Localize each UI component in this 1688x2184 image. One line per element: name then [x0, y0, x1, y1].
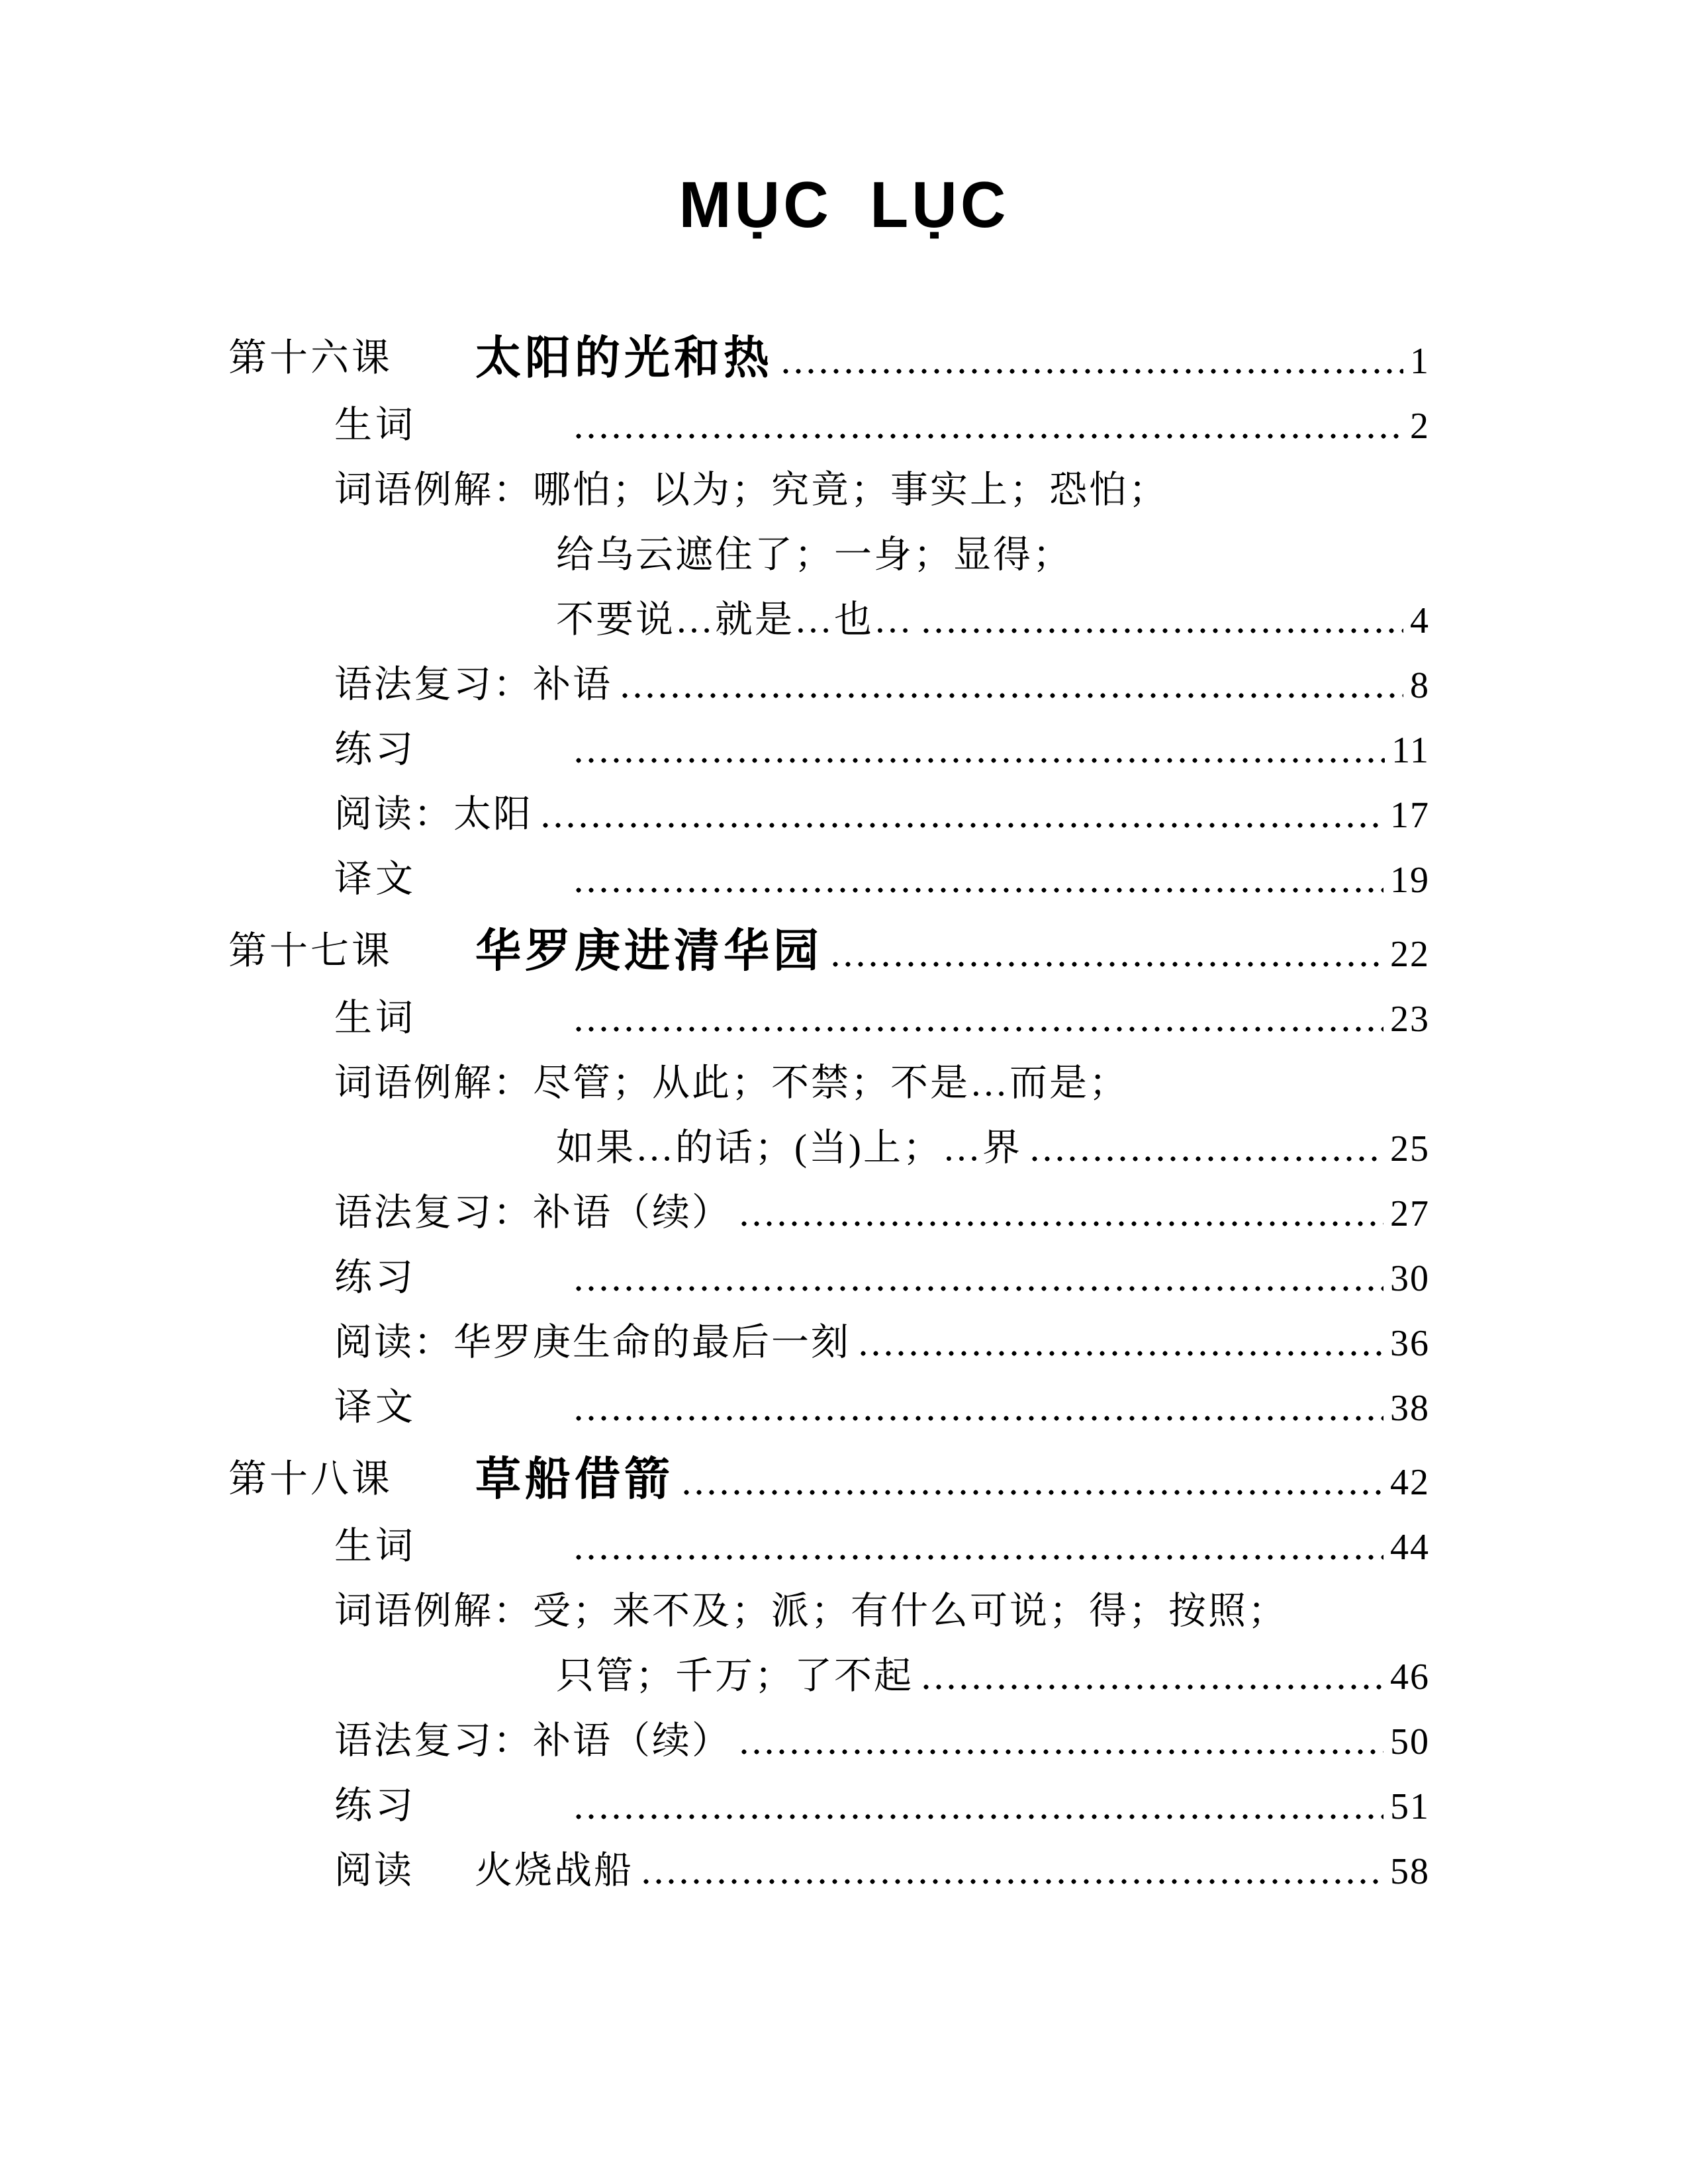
toc-row-grammar-review — [228, 1717, 1430, 1766]
toc-row-continuation — [228, 531, 1430, 580]
entry-text: 补语（续） — [533, 1192, 731, 1234]
page-number: 36 — [1390, 1323, 1430, 1364]
page-number: 4 — [1410, 600, 1430, 641]
toc-row-exercises — [228, 725, 1430, 774]
toc-row-grammar-review — [228, 1189, 1430, 1238]
dot-leader — [741, 1749, 1383, 1754]
page-number: 51 — [1390, 1786, 1430, 1827]
page-number: 46 — [1390, 1657, 1430, 1698]
entry-label: 练习 — [334, 1257, 416, 1298]
page-number: 22 — [1390, 934, 1430, 975]
entry-label: 词语例解： — [334, 469, 533, 511]
entry-text: 补语 — [533, 664, 612, 705]
toc-row-reading — [228, 1846, 1430, 1895]
page-number: 1 — [1410, 341, 1430, 382]
page-number: 38 — [1390, 1388, 1430, 1429]
entry-label: 词语例解： — [334, 1062, 533, 1104]
toc-row-lesson-16 — [228, 331, 1430, 385]
lesson-title: 华罗庚进清华园 — [475, 926, 823, 976]
entry-text: 太阳 — [453, 794, 533, 835]
toc-row-translation — [228, 855, 1430, 904]
entry-text: 不要说…就是…也… — [556, 599, 914, 641]
entry-text: 火烧战船 — [475, 1850, 633, 1891]
page-number: 8 — [1410, 665, 1430, 706]
dot-leader — [542, 823, 1383, 828]
toc-row-lesson-17 — [228, 924, 1430, 978]
toc-row-continuation — [228, 1652, 1430, 1701]
lesson-title: 太阳的光和热 — [475, 333, 773, 383]
entry-label: 阅读 — [334, 1850, 414, 1891]
entry-label: 阅读： — [334, 1322, 453, 1363]
toc-row-word-examples — [228, 1059, 1430, 1108]
dot-leader — [860, 1351, 1383, 1356]
toc-row-reading — [228, 790, 1430, 839]
entry-text: 如果…的话；(当)上；…界 — [556, 1127, 1022, 1169]
dot-leader — [923, 628, 1403, 633]
lesson-number: 第十八课 — [228, 1457, 393, 1500]
dot-leader — [575, 1026, 1383, 1032]
toc-row-exercises — [228, 1782, 1430, 1831]
page-number: 27 — [1390, 1193, 1430, 1234]
toc-row-grammar-review — [228, 660, 1430, 709]
toc-row-vocab — [228, 994, 1430, 1043]
entry-label: 生词 — [334, 404, 416, 446]
dot-leader — [741, 1221, 1383, 1226]
entry-text: 只管；千万；了不起 — [556, 1655, 914, 1697]
entry-text: 给乌云遮住了；一身；显得； — [556, 534, 1072, 576]
dot-leader — [622, 693, 1403, 698]
toc-row-continuation — [228, 1124, 1430, 1173]
entry-label: 练习 — [334, 729, 416, 770]
entry-text: 华罗庚生命的最后一刻 — [453, 1322, 851, 1363]
entry-label: 语法复习： — [334, 1720, 533, 1762]
dot-leader — [575, 1416, 1383, 1421]
entry-label: 生词 — [334, 997, 416, 1039]
entry-label: 语法复习： — [334, 664, 533, 705]
dot-leader — [575, 887, 1383, 893]
toc-row-word-examples — [228, 466, 1430, 515]
page-number: 44 — [1390, 1527, 1430, 1568]
entry-label: 词语例解： — [334, 1590, 533, 1632]
entry-text: 补语（续） — [533, 1720, 731, 1762]
entry-label: 语法复习： — [334, 1192, 533, 1234]
page-number: 17 — [1390, 795, 1430, 836]
lesson-number: 第十七课 — [228, 929, 393, 972]
lesson-number: 第十六课 — [228, 336, 393, 379]
lesson-title: 草船借箭 — [475, 1454, 674, 1504]
entry-label: 阅读： — [334, 794, 453, 835]
dot-leader — [832, 962, 1383, 967]
toc-row-vocab — [228, 401, 1430, 450]
dot-leader — [683, 1490, 1383, 1495]
page-number: 42 — [1390, 1462, 1430, 1503]
page-number: 19 — [1390, 860, 1430, 901]
toc-row-lesson-18 — [228, 1452, 1430, 1506]
toc-row-reading — [228, 1318, 1430, 1367]
page-number: 2 — [1410, 406, 1430, 447]
dot-leader — [575, 1814, 1383, 1819]
table-of-contents — [228, 331, 1430, 1895]
toc-row-continuation — [228, 596, 1430, 645]
dot-leader — [643, 1879, 1383, 1884]
page-number: 30 — [1390, 1258, 1430, 1299]
entry-label: 译文 — [334, 858, 416, 900]
page-number: 58 — [1390, 1851, 1430, 1892]
dot-leader — [782, 369, 1403, 374]
entry-label: 生词 — [334, 1525, 416, 1567]
dot-leader — [575, 1286, 1383, 1291]
entry-text: 哪怕；以为；究竟；事实上；恐怕； — [533, 469, 1168, 511]
page-title: MỤC LỤC — [679, 168, 1009, 242]
page-number: 50 — [1390, 1721, 1430, 1762]
toc-row-word-examples — [228, 1587, 1430, 1636]
entry-label: 练习 — [334, 1785, 416, 1827]
page-number: 11 — [1391, 730, 1430, 771]
dot-leader — [575, 1555, 1383, 1560]
entry-text: 受；来不及；派；有什么可说；得；按照； — [533, 1590, 1288, 1632]
dot-leader — [575, 433, 1403, 439]
page-number: 23 — [1390, 999, 1430, 1040]
toc-row-vocab — [228, 1522, 1430, 1571]
toc-row-translation — [228, 1383, 1430, 1432]
dot-leader — [1031, 1156, 1383, 1161]
page-number: 25 — [1390, 1128, 1430, 1169]
entry-label: 译文 — [334, 1387, 416, 1428]
toc-row-exercises — [228, 1253, 1430, 1302]
dot-leader — [923, 1684, 1383, 1690]
dot-leader — [575, 758, 1385, 763]
entry-text: 尽管；从此；不禁；不是…而是； — [533, 1062, 1129, 1104]
